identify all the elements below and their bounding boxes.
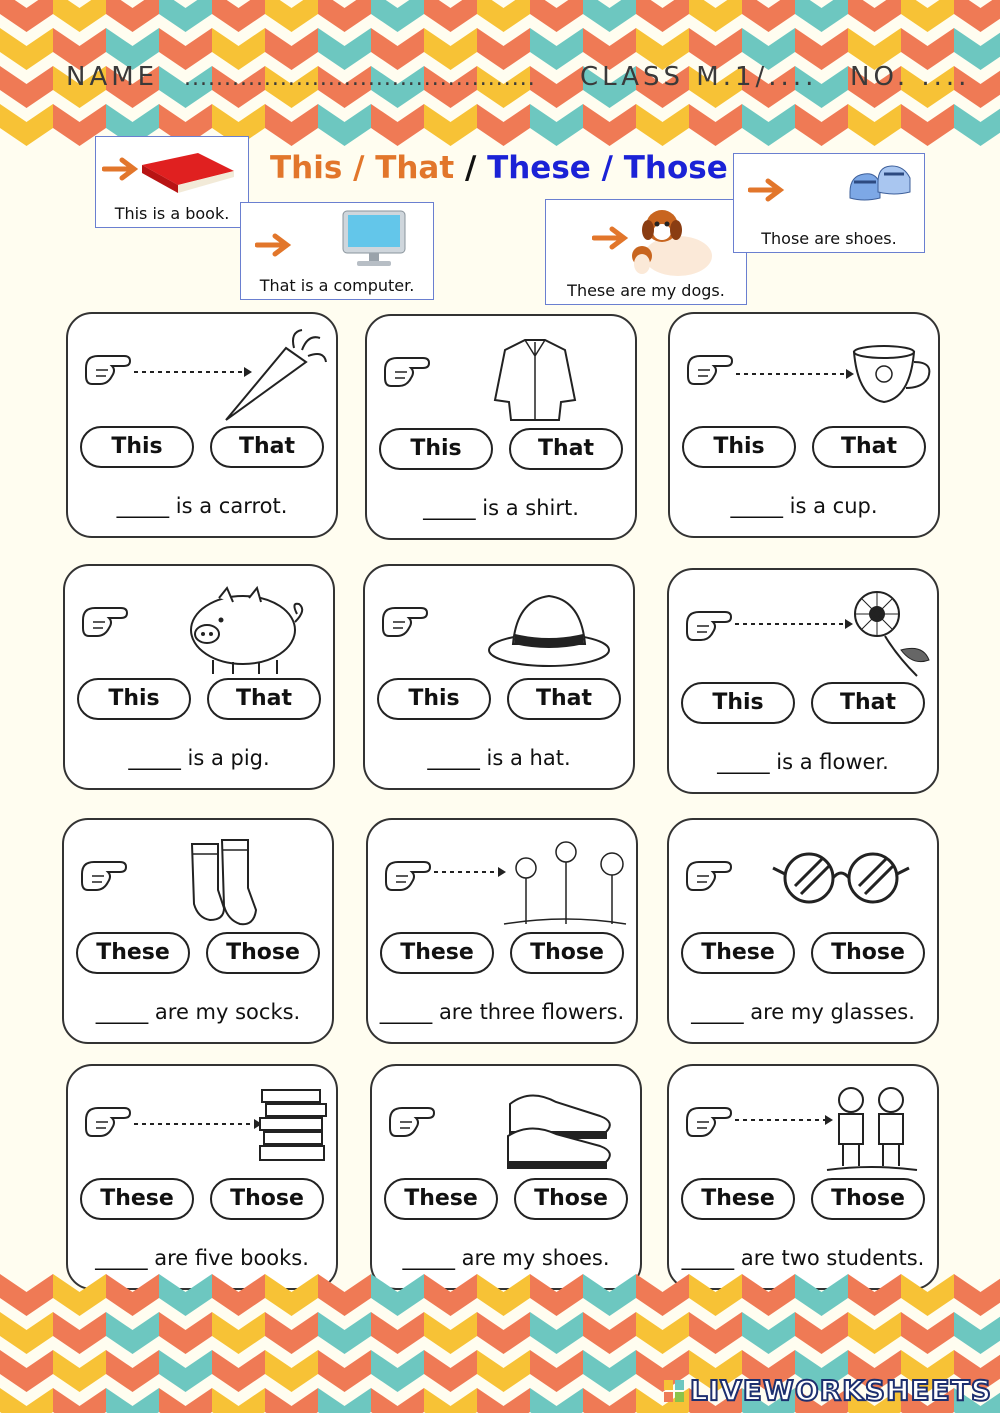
example-those-shoes <box>733 153 925 253</box>
chevron-decoration <box>530 0 583 32</box>
chevron-decoration <box>901 1274 954 1316</box>
chevron-decoration <box>795 0 848 32</box>
chevron-decoration <box>583 1274 636 1316</box>
title-this: This <box>270 150 343 186</box>
chevron-decoration <box>371 104 424 146</box>
chevron-decoration <box>795 1274 848 1316</box>
page-title <box>270 150 728 186</box>
chevron-decoration <box>0 0 53 32</box>
chevron-decoration <box>371 1312 424 1354</box>
exercise-card <box>668 312 940 538</box>
chevron-decoration <box>106 0 159 32</box>
chevron-decoration <box>477 0 530 32</box>
chevron-decoration <box>53 1312 106 1354</box>
liveworksheets-logo-icon <box>664 1380 684 1402</box>
chevron-decoration <box>848 0 901 32</box>
option-that-button[interactable]: That <box>812 426 926 468</box>
option-this-button[interactable]: This <box>682 426 796 468</box>
chevron-decoration <box>848 1312 901 1354</box>
chevron-decoration <box>53 0 106 32</box>
chevron-decoration <box>318 1274 371 1316</box>
fill-in-sentence[interactable]: _____ are five books. <box>95 1246 309 1270</box>
logo-text: LIVEWORKSHEETS <box>689 1374 992 1407</box>
chevron-decoration <box>530 1274 583 1316</box>
exercise-card <box>66 312 338 538</box>
chevron-decoration <box>583 104 636 146</box>
shirt-icon <box>375 330 631 424</box>
pointing-hand-icon <box>86 356 130 384</box>
option-these-button[interactable]: These <box>80 1178 194 1220</box>
pointing-hand-icon <box>385 358 429 386</box>
chevron-decoration <box>424 0 477 32</box>
option-that-button[interactable]: That <box>207 678 321 720</box>
pointing-hand-icon <box>86 1108 130 1136</box>
title-separator: / <box>590 150 624 186</box>
chevron-decoration <box>901 0 954 32</box>
chevron-decoration <box>424 104 477 146</box>
fill-in-sentence[interactable]: _____ are three flowers. <box>379 1000 625 1024</box>
chevron-decoration <box>318 1350 371 1392</box>
chevron-decoration <box>424 1274 477 1316</box>
chevron-decoration <box>0 1312 53 1354</box>
fill-in-sentence[interactable]: _____ is a pig. <box>128 746 270 770</box>
fill-in-sentence[interactable]: _____ is a hat. <box>427 746 571 770</box>
option-this-button[interactable]: This <box>80 426 194 468</box>
option-these-button[interactable]: These <box>681 1178 795 1220</box>
pointing-hand-icon <box>83 608 127 636</box>
option-that-button[interactable]: That <box>507 678 621 720</box>
class-label[interactable]: CLASS M.1/.... <box>580 62 818 92</box>
chevron-decoration <box>954 104 1000 146</box>
option-these-button[interactable]: These <box>384 1178 498 1220</box>
option-this-button[interactable]: This <box>379 428 493 470</box>
exercise-card <box>66 1064 338 1290</box>
title-these: These <box>487 150 591 186</box>
chevron-decoration <box>53 1350 106 1392</box>
chevron-decoration <box>742 1312 795 1354</box>
option-those-button[interactable]: Those <box>514 1178 628 1220</box>
chevron-decoration <box>689 0 742 32</box>
pointing-hand-icon <box>383 608 427 636</box>
books-icon <box>76 1080 332 1174</box>
chevron-decoration <box>583 1312 636 1354</box>
chevron-decoration <box>0 66 53 108</box>
name-label: NAME <box>66 62 159 92</box>
chevron-decoration <box>954 0 1000 32</box>
chevron-decoration <box>318 1312 371 1354</box>
dogs-icon <box>628 204 720 280</box>
chevron-decoration <box>424 1312 477 1354</box>
arrow-icon <box>102 155 142 183</box>
pointing-hand-icon <box>82 862 126 890</box>
pointing-hand-icon <box>687 1108 731 1136</box>
student-info-header <box>66 62 971 102</box>
chevron-decoration <box>159 0 212 32</box>
chevron-decoration <box>477 1350 530 1392</box>
number-label[interactable]: NO. .... <box>850 62 971 92</box>
chevron-decoration <box>265 1312 318 1354</box>
liveworksheets-logo <box>690 1374 992 1407</box>
chevron-decoration <box>848 1274 901 1316</box>
option-those-button[interactable]: Those <box>811 932 925 974</box>
flowers-icon <box>376 834 632 928</box>
option-these-button[interactable]: These <box>380 932 494 974</box>
hat-icon <box>373 580 629 674</box>
exercise-card <box>366 818 638 1044</box>
arrow-icon <box>592 224 632 252</box>
option-this-button[interactable]: This <box>681 682 795 724</box>
exercise-card <box>63 564 335 790</box>
chevron-decoration <box>530 1312 583 1354</box>
title-separator: / <box>342 150 376 186</box>
option-those-button[interactable]: Those <box>206 932 320 974</box>
option-these-button[interactable]: These <box>681 932 795 974</box>
chevron-decoration <box>795 1312 848 1354</box>
chevron-decoration <box>530 104 583 146</box>
book-icon <box>138 145 238 195</box>
students-icon <box>677 1080 933 1174</box>
chevron-decoration <box>212 1350 265 1392</box>
chevron-decoration <box>477 1312 530 1354</box>
pointing-hand-icon <box>688 356 732 384</box>
chevron-decoration <box>742 1274 795 1316</box>
fill-in-sentence[interactable]: _____ are my glasses. <box>691 1000 915 1024</box>
arrow-icon <box>748 176 788 204</box>
fill-in-sentence[interactable]: _____ is a cup. <box>730 494 878 518</box>
chevron-decoration <box>0 1350 53 1392</box>
chevron-decoration <box>318 104 371 146</box>
socks-icon <box>72 834 328 928</box>
option-those-button[interactable]: Those <box>811 1178 925 1220</box>
chevron-decoration <box>954 1274 1000 1316</box>
flower-icon <box>677 584 933 678</box>
chevron-decoration <box>318 0 371 32</box>
chevron-decoration <box>795 104 848 146</box>
chevron-decoration <box>477 1274 530 1316</box>
chevron-decoration <box>901 104 954 146</box>
chevron-decoration <box>265 1350 318 1392</box>
chevron-decoration <box>901 1312 954 1354</box>
shoes-icon <box>844 158 920 218</box>
pointing-hand-icon <box>386 862 430 890</box>
chevron-decoration <box>0 104 53 146</box>
chevron-decoration <box>583 1350 636 1392</box>
chevron-decoration <box>742 0 795 32</box>
chevron-decoration <box>0 28 53 70</box>
fill-in-sentence[interactable]: _____ are my socks. <box>95 1000 301 1024</box>
option-that-button[interactable]: That <box>811 682 925 724</box>
option-that-button[interactable]: That <box>509 428 623 470</box>
fill-in-sentence[interactable]: _____ is a carrot. <box>116 494 288 518</box>
title-separator: / <box>454 150 488 186</box>
pointing-hand-icon <box>390 1108 434 1136</box>
pointing-hand-icon <box>687 612 731 640</box>
chevron-decoration <box>371 1274 424 1316</box>
chevron-decoration <box>477 104 530 146</box>
pig-icon <box>73 580 329 674</box>
chevron-decoration <box>742 104 795 146</box>
chevron-decoration <box>265 0 318 32</box>
carrot-icon <box>76 328 332 422</box>
chevron-decoration <box>159 1312 212 1354</box>
name-field[interactable]: ............................................ <box>184 66 536 91</box>
option-this-button[interactable]: This <box>77 678 191 720</box>
arrow-icon <box>255 231 295 259</box>
exercise-card <box>365 314 637 540</box>
exercise-card <box>667 568 939 794</box>
chevron-decoration <box>636 0 689 32</box>
chevron-decoration <box>371 1350 424 1392</box>
exercise-card <box>667 1064 939 1290</box>
chevron-decoration <box>636 1274 689 1316</box>
chevron-decoration <box>265 104 318 146</box>
shoes-icon <box>380 1080 636 1174</box>
example-caption: Those are shoes. <box>761 229 897 248</box>
chevron-decoration <box>53 1274 106 1316</box>
chevron-decoration <box>0 1274 53 1316</box>
chevron-decoration <box>954 1312 1000 1354</box>
example-caption: That is a computer. <box>259 276 415 295</box>
glasses-icon <box>677 834 933 928</box>
option-these-button[interactable]: These <box>76 932 190 974</box>
chevron-decoration <box>848 104 901 146</box>
fill-in-sentence[interactable]: _____ is a shirt. <box>423 496 579 520</box>
option-those-button[interactable]: Those <box>510 932 624 974</box>
chevron-decoration <box>212 1274 265 1316</box>
chevron-decoration <box>212 1312 265 1354</box>
cup-icon <box>678 328 934 422</box>
fill-in-sentence[interactable]: _____ are my shoes. <box>402 1246 610 1270</box>
chevron-decoration <box>106 1350 159 1392</box>
chevron-decoration <box>265 1274 318 1316</box>
example-that-computer <box>240 202 434 300</box>
chevron-decoration <box>106 1274 159 1316</box>
exercise-card <box>62 818 334 1044</box>
chevron-decoration <box>636 1312 689 1354</box>
example-caption: These are my dogs. <box>567 281 725 300</box>
example-caption: This is a book. <box>114 204 230 223</box>
chevron-decoration <box>106 1312 159 1354</box>
chevron-decoration <box>159 1274 212 1316</box>
chevron-decoration <box>212 0 265 32</box>
title-that: That <box>375 150 455 186</box>
computer-icon <box>337 209 413 269</box>
chevron-decoration <box>636 104 689 146</box>
chevron-decoration <box>689 1274 742 1316</box>
option-those-button[interactable]: Those <box>210 1178 324 1220</box>
chevron-decoration <box>159 1350 212 1392</box>
title-those: Those <box>623 150 728 186</box>
example-these-dogs <box>545 199 747 305</box>
exercise-card <box>363 564 635 790</box>
exercise-card <box>667 818 939 1044</box>
chevron-decoration <box>371 0 424 32</box>
example-this-book <box>95 136 249 228</box>
exercise-card <box>370 1064 642 1290</box>
option-that-button[interactable]: That <box>210 426 324 468</box>
chevron-decoration <box>424 1350 477 1392</box>
chevron-decoration <box>583 0 636 32</box>
pointing-hand-icon <box>687 862 731 890</box>
chevron-decoration <box>530 1350 583 1392</box>
chevron-decoration <box>689 104 742 146</box>
option-this-button[interactable]: This <box>377 678 491 720</box>
fill-in-sentence[interactable]: _____ are two students. <box>681 1246 925 1270</box>
fill-in-sentence[interactable]: _____ is a flower. <box>717 750 889 774</box>
chevron-decoration <box>689 1312 742 1354</box>
